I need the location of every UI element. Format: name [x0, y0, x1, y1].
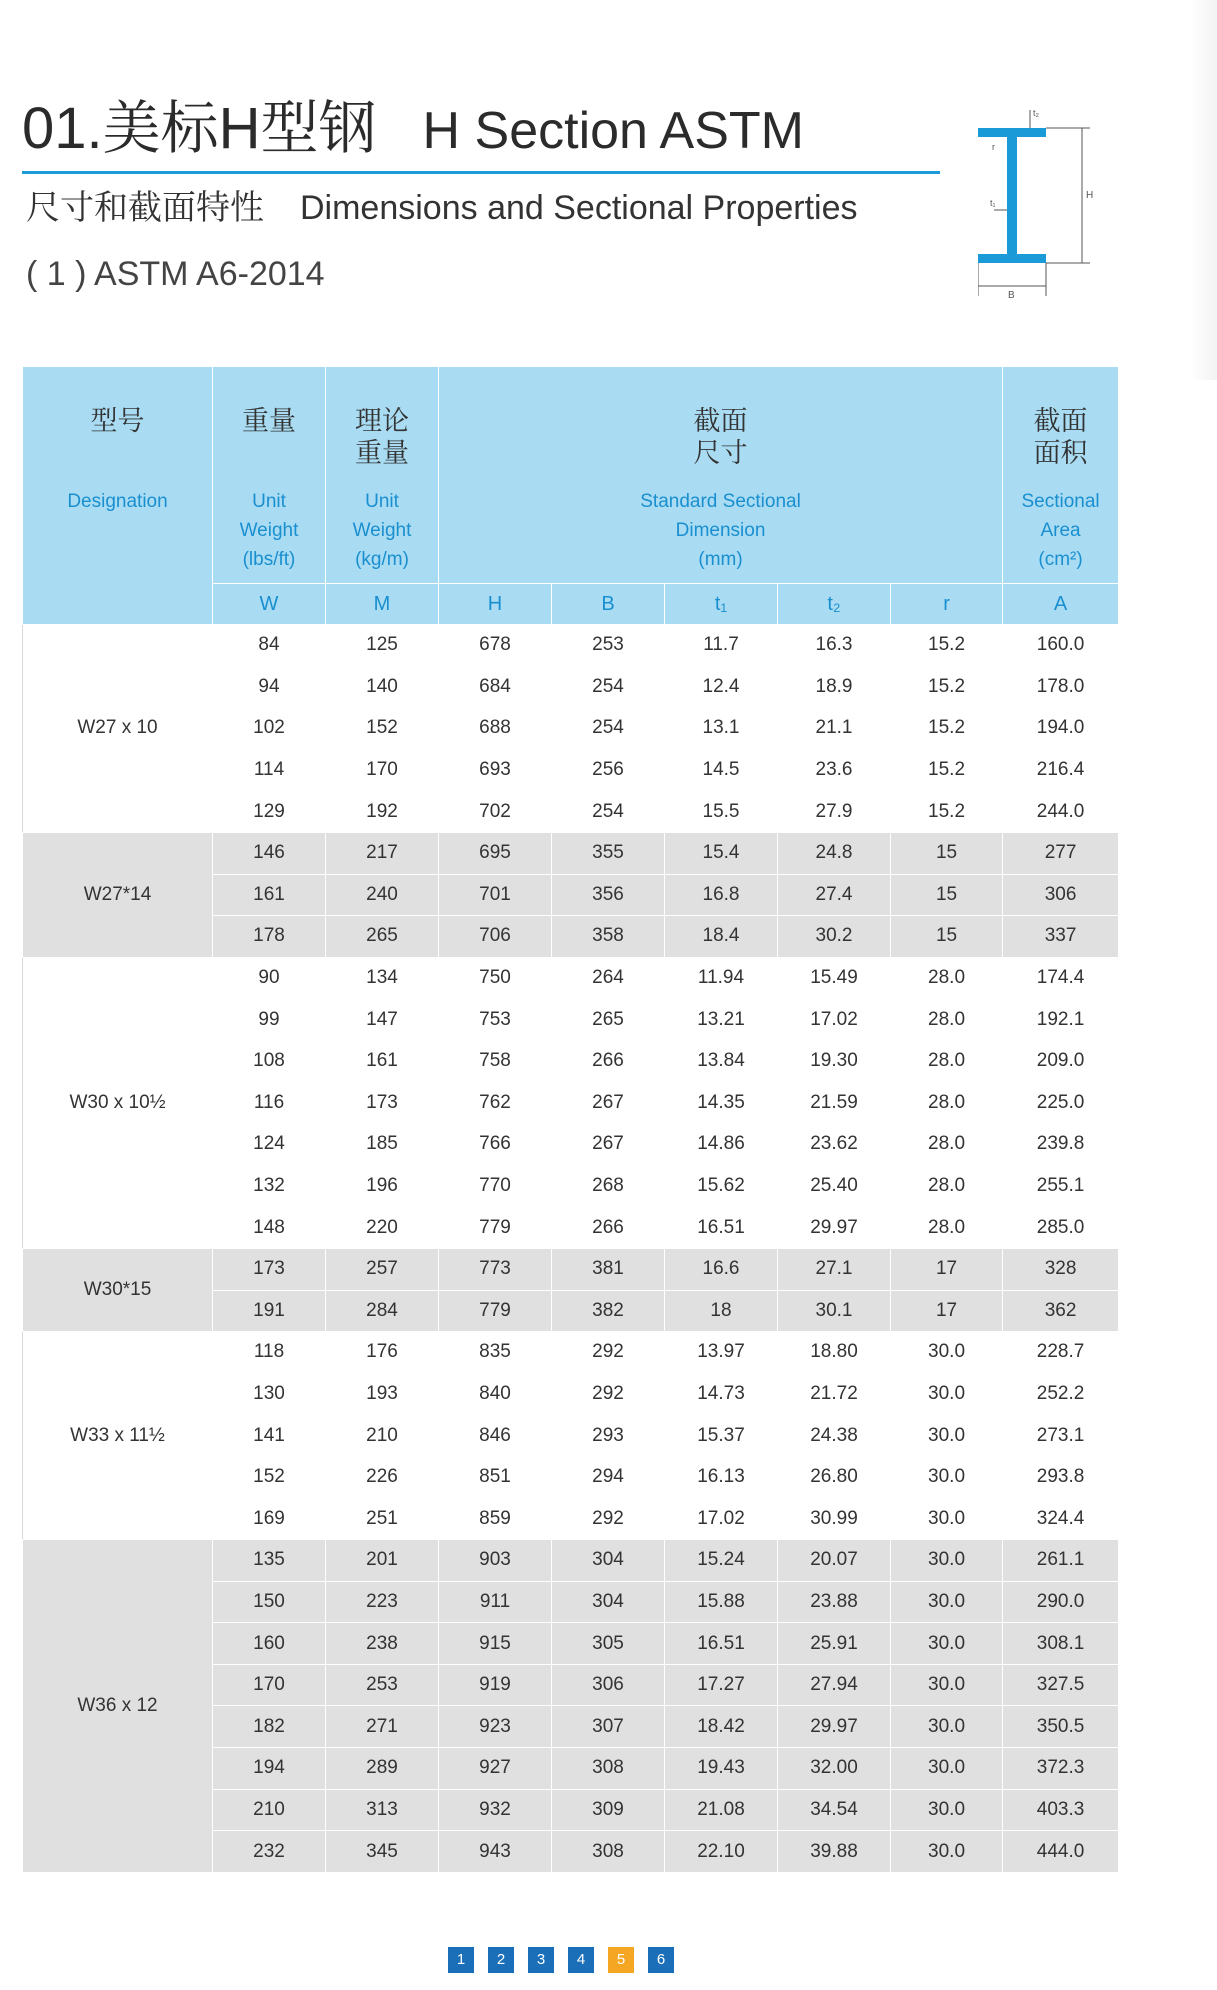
- table-cell: 29.97: [778, 1207, 891, 1249]
- table-cell: 15.2: [891, 749, 1003, 791]
- page-edge-shadow: [1190, 0, 1217, 380]
- table-cell: 859: [439, 1498, 552, 1540]
- table-cell: 30.0: [891, 1623, 1003, 1665]
- table-cell: 294: [552, 1456, 665, 1498]
- table-cell: 148: [213, 1207, 326, 1249]
- page-title: [22, 96, 804, 161]
- table-cell: 30.0: [891, 1540, 1003, 1582]
- table-cell: 220: [326, 1207, 439, 1249]
- table-cell: 381: [552, 1248, 665, 1290]
- table-cell: 21.1: [778, 708, 891, 750]
- table-cell: 108: [213, 1040, 326, 1082]
- table-cell: 30.0: [891, 1581, 1003, 1623]
- symbol-a: A: [1003, 584, 1119, 625]
- table-cell: 293: [552, 1415, 665, 1457]
- page-button-5[interactable]: 5: [608, 1947, 634, 1973]
- table-cell: 372.3: [1003, 1748, 1119, 1790]
- spec-table: [22, 366, 1119, 1873]
- table-cell: 178.0: [1003, 666, 1119, 708]
- symbol-h: H: [439, 584, 552, 625]
- table-cell: 124: [213, 1124, 326, 1166]
- table-cell: 226: [326, 1456, 439, 1498]
- table-cell: 24.8: [778, 832, 891, 874]
- table-cell: 134: [326, 957, 439, 999]
- table-cell: 292: [552, 1332, 665, 1374]
- table-cell: 34.54: [778, 1789, 891, 1831]
- table-cell: 15.62: [665, 1165, 778, 1207]
- table-cell: 266: [552, 1207, 665, 1249]
- table-cell: 15.2: [891, 791, 1003, 833]
- table-cell: 24.38: [778, 1415, 891, 1457]
- designation-group: [23, 832, 1119, 957]
- designation-group: [23, 1540, 1119, 1873]
- table-cell: 253: [326, 1664, 439, 1706]
- dim-h-label: H: [1086, 190, 1094, 201]
- table-cell: 13.21: [665, 999, 778, 1041]
- page-button-1[interactable]: 1: [448, 1947, 474, 1973]
- table-cell: 284: [326, 1290, 439, 1332]
- table-cell: 192.1: [1003, 999, 1119, 1041]
- table-cell: 15: [891, 874, 1003, 916]
- table-cell: 14.73: [665, 1373, 778, 1415]
- table-cell: 15.24: [665, 1540, 778, 1582]
- table-cell: 27.1: [778, 1248, 891, 1290]
- table-cell: 919: [439, 1664, 552, 1706]
- table-cell: 285.0: [1003, 1207, 1119, 1249]
- designation-group: [23, 957, 1119, 1248]
- standard-label: ( 1 ) ASTM A6-2014: [26, 255, 325, 293]
- table-cell: 15.2: [891, 625, 1003, 667]
- col-header-designation: 型号 Designation: [23, 367, 213, 625]
- col-header-area: 截面 面积 Sectional Area (cm²): [1003, 367, 1119, 584]
- title-underline: [22, 171, 940, 174]
- table-cell: 238: [326, 1623, 439, 1665]
- table-cell: 444.0: [1003, 1831, 1119, 1873]
- top-flange: [978, 128, 1046, 137]
- table-cell: 350.5: [1003, 1706, 1119, 1748]
- table-cell: 30.0: [891, 1706, 1003, 1748]
- web: [1007, 137, 1017, 254]
- table-cell: 16.13: [665, 1456, 778, 1498]
- title-en: H Section ASTM: [422, 102, 804, 160]
- table-cell: 835: [439, 1332, 552, 1374]
- table-cell: 927: [439, 1748, 552, 1790]
- table-cell: 19.43: [665, 1748, 778, 1790]
- table-cell: 324.4: [1003, 1498, 1119, 1540]
- table-cell: 15.49: [778, 957, 891, 999]
- table-cell: 84: [213, 625, 326, 667]
- table-cell: 194: [213, 1748, 326, 1790]
- table-cell: 684: [439, 666, 552, 708]
- table-cell: 256: [552, 749, 665, 791]
- table-cell: 129: [213, 791, 326, 833]
- table-cell: 306: [1003, 874, 1119, 916]
- table-cell: 15: [891, 916, 1003, 958]
- table-cell: 150: [213, 1581, 326, 1623]
- table-cell: 911: [439, 1581, 552, 1623]
- table-cell: 118: [213, 1332, 326, 1374]
- bottom-flange: [978, 254, 1046, 263]
- table-cell: 25.40: [778, 1165, 891, 1207]
- table-cell: 313: [326, 1789, 439, 1831]
- table-cell: 13.97: [665, 1332, 778, 1374]
- table-cell: 192: [326, 791, 439, 833]
- table-cell: 306: [552, 1664, 665, 1706]
- symbol-m: M: [326, 584, 439, 625]
- designation-cell: W27*14: [23, 832, 213, 957]
- table-cell: 358: [552, 916, 665, 958]
- table-cell: 125: [326, 625, 439, 667]
- table-cell: 308.1: [1003, 1623, 1119, 1665]
- table-cell: 688: [439, 708, 552, 750]
- designation-cell: W36 x 12: [23, 1540, 213, 1873]
- table-cell: 706: [439, 916, 552, 958]
- table-cell: 261.1: [1003, 1540, 1119, 1582]
- table-row: [23, 1540, 1119, 1582]
- table-cell: 766: [439, 1124, 552, 1166]
- table-cell: 846: [439, 1415, 552, 1457]
- table-cell: 27.9: [778, 791, 891, 833]
- table-cell: 16.6: [665, 1248, 778, 1290]
- table-cell: 307: [552, 1706, 665, 1748]
- table-cell: 13.84: [665, 1040, 778, 1082]
- table-cell: 273.1: [1003, 1415, 1119, 1457]
- table-cell: 28.0: [891, 1165, 1003, 1207]
- designation-cell: W33 x 11½: [23, 1332, 213, 1540]
- page-button-2[interactable]: 2: [488, 1947, 514, 1973]
- table-cell: 30.0: [891, 1831, 1003, 1873]
- symbol-t1: t₁: [665, 584, 778, 625]
- table-cell: 923: [439, 1706, 552, 1748]
- table-cell: 265: [326, 916, 439, 958]
- table-cell: 240: [326, 874, 439, 916]
- table-cell: 271: [326, 1706, 439, 1748]
- table-cell: 254: [552, 666, 665, 708]
- table-cell: 16.3: [778, 625, 891, 667]
- table-cell: 840: [439, 1373, 552, 1415]
- symbol-r: r: [891, 584, 1003, 625]
- table-cell: 268: [552, 1165, 665, 1207]
- table-cell: 289: [326, 1748, 439, 1790]
- table-cell: 15.88: [665, 1581, 778, 1623]
- symbol-w: W: [213, 584, 326, 625]
- page-button-3[interactable]: 3: [528, 1947, 554, 1973]
- table-cell: 16.8: [665, 874, 778, 916]
- table-row: [23, 832, 1119, 874]
- table-cell: 15.4: [665, 832, 778, 874]
- table-cell: 147: [326, 999, 439, 1041]
- table-cell: 39.88: [778, 1831, 891, 1873]
- table-cell: 30.0: [891, 1415, 1003, 1457]
- table-cell: 116: [213, 1082, 326, 1124]
- table-cell: 11.94: [665, 957, 778, 999]
- table-cell: 25.91: [778, 1623, 891, 1665]
- table-cell: 18: [665, 1290, 778, 1332]
- table-cell: 182: [213, 1706, 326, 1748]
- col-header-unit-weight: 重量 Unit Weight (lbs/ft): [213, 367, 326, 584]
- table-cell: 943: [439, 1831, 552, 1873]
- table-row: [23, 1332, 1119, 1374]
- table-cell: 304: [552, 1540, 665, 1582]
- table-cell: 232: [213, 1831, 326, 1873]
- table-cell: 132: [213, 1165, 326, 1207]
- table-cell: 851: [439, 1456, 552, 1498]
- table-cell: 28.0: [891, 1082, 1003, 1124]
- table-cell: 773: [439, 1248, 552, 1290]
- table-cell: 32.00: [778, 1748, 891, 1790]
- table-cell: 356: [552, 874, 665, 916]
- table-cell: 21.08: [665, 1789, 778, 1831]
- table-cell: 18.4: [665, 916, 778, 958]
- table-cell: 15.37: [665, 1415, 778, 1457]
- table-cell: 762: [439, 1082, 552, 1124]
- table-cell: 309: [552, 1789, 665, 1831]
- table-cell: 17.27: [665, 1664, 778, 1706]
- table-row: [23, 957, 1119, 999]
- table-cell: 12.4: [665, 666, 778, 708]
- table-cell: 28.0: [891, 1040, 1003, 1082]
- table-cell: 28.0: [891, 957, 1003, 999]
- table-cell: 753: [439, 999, 552, 1041]
- table-cell: 30.0: [891, 1456, 1003, 1498]
- table-cell: 228.7: [1003, 1332, 1119, 1374]
- table-cell: 217: [326, 832, 439, 874]
- table-cell: 252.2: [1003, 1373, 1119, 1415]
- table-cell: 14.5: [665, 749, 778, 791]
- table-cell: 29.97: [778, 1706, 891, 1748]
- table-cell: 161: [326, 1040, 439, 1082]
- table-cell: 161: [213, 874, 326, 916]
- table-cell: 750: [439, 957, 552, 999]
- symbol-b: B: [552, 584, 665, 625]
- table-cell: 146: [213, 832, 326, 874]
- table-cell: 141: [213, 1415, 326, 1457]
- table-row: [23, 1248, 1119, 1290]
- table-cell: 18.42: [665, 1706, 778, 1748]
- table-cell: 23.6: [778, 749, 891, 791]
- page-button-4[interactable]: 4: [568, 1947, 594, 1973]
- table-cell: 915: [439, 1623, 552, 1665]
- dim-r-label: r: [992, 142, 995, 152]
- table-cell: 30.0: [891, 1332, 1003, 1374]
- table-cell: 290.0: [1003, 1581, 1119, 1623]
- title-cn: 01.美标H型钢: [22, 96, 377, 161]
- table-cell: 21.72: [778, 1373, 891, 1415]
- table-cell: 254: [552, 791, 665, 833]
- table-cell: 30.2: [778, 916, 891, 958]
- table-cell: 293.8: [1003, 1456, 1119, 1498]
- dim-b-label: B: [1008, 290, 1015, 300]
- table-cell: 264: [552, 957, 665, 999]
- table-cell: 693: [439, 749, 552, 791]
- table-cell: 99: [213, 999, 326, 1041]
- page-button-6[interactable]: 6: [648, 1947, 674, 1973]
- table-cell: 216.4: [1003, 749, 1119, 791]
- table-cell: 209.0: [1003, 1040, 1119, 1082]
- table-cell: 160.0: [1003, 625, 1119, 667]
- table-cell: 14.35: [665, 1082, 778, 1124]
- table-cell: 94: [213, 666, 326, 708]
- table-cell: 173: [213, 1248, 326, 1290]
- page-subtitle: [26, 190, 858, 227]
- designation-cell: W30 x 10½: [23, 957, 213, 1248]
- table-cell: 30.0: [891, 1664, 1003, 1706]
- table-cell: 210: [213, 1789, 326, 1831]
- table-cell: 18.80: [778, 1332, 891, 1374]
- table-cell: 169: [213, 1498, 326, 1540]
- pagination: [448, 1947, 674, 1973]
- table-cell: 362: [1003, 1290, 1119, 1332]
- table-cell: 170: [326, 749, 439, 791]
- table-cell: 678: [439, 625, 552, 667]
- table-cell: 26.80: [778, 1456, 891, 1498]
- subtitle-cn: 尺寸和截面特性: [26, 189, 264, 227]
- table-cell: 16.51: [665, 1207, 778, 1249]
- table-cell: 244.0: [1003, 791, 1119, 833]
- table-cell: 152: [326, 708, 439, 750]
- subtitle-en: Dimensions and Sectional Properties: [300, 189, 858, 227]
- table-cell: 176: [326, 1332, 439, 1374]
- table-cell: 14.86: [665, 1124, 778, 1166]
- table-cell: 30.1: [778, 1290, 891, 1332]
- table-cell: 277: [1003, 832, 1119, 874]
- table-cell: 345: [326, 1831, 439, 1873]
- table-cell: 267: [552, 1124, 665, 1166]
- table-cell: 140: [326, 666, 439, 708]
- table-cell: 173: [326, 1082, 439, 1124]
- table-cell: 27.94: [778, 1664, 891, 1706]
- table-cell: 17: [891, 1248, 1003, 1290]
- table-cell: 355: [552, 832, 665, 874]
- table-cell: 305: [552, 1623, 665, 1665]
- symbol-t2: t₂: [778, 584, 891, 625]
- table-cell: 210: [326, 1415, 439, 1457]
- table-cell: 19.30: [778, 1040, 891, 1082]
- table-cell: 174.4: [1003, 957, 1119, 999]
- table-cell: 903: [439, 1540, 552, 1582]
- table-cell: 28.0: [891, 1207, 1003, 1249]
- table-cell: 695: [439, 832, 552, 874]
- table-cell: 185: [326, 1124, 439, 1166]
- col-header-theoretical-weight: 理论 重量 Unit Weight (kg/m): [326, 367, 439, 584]
- table-cell: 251: [326, 1498, 439, 1540]
- table-cell: 18.9: [778, 666, 891, 708]
- table-cell: 193: [326, 1373, 439, 1415]
- table-cell: 102: [213, 708, 326, 750]
- table-cell: 328: [1003, 1248, 1119, 1290]
- table-cell: 160: [213, 1623, 326, 1665]
- table-cell: 770: [439, 1165, 552, 1207]
- table-cell: 701: [439, 874, 552, 916]
- table-cell: 17.02: [665, 1498, 778, 1540]
- table-cell: 17: [891, 1290, 1003, 1332]
- table-cell: 30.0: [891, 1373, 1003, 1415]
- table-cell: 239.8: [1003, 1124, 1119, 1166]
- col-header-dimension: 截面 尺寸 Standard Sectional Dimension (mm): [439, 367, 1003, 584]
- table-cell: 201: [326, 1540, 439, 1582]
- table-cell: 15: [891, 832, 1003, 874]
- table-cell: 267: [552, 1082, 665, 1124]
- table-cell: 382: [552, 1290, 665, 1332]
- table-cell: 28.0: [891, 999, 1003, 1041]
- table-cell: 20.07: [778, 1540, 891, 1582]
- table-cell: 13.1: [665, 708, 778, 750]
- dim-t1-label: t₁: [990, 198, 996, 208]
- table-cell: 11.7: [665, 625, 778, 667]
- table-cell: 30.0: [891, 1748, 1003, 1790]
- table-cell: 779: [439, 1207, 552, 1249]
- table-cell: 21.59: [778, 1082, 891, 1124]
- table-cell: 292: [552, 1498, 665, 1540]
- table-cell: 308: [552, 1831, 665, 1873]
- table-cell: 932: [439, 1789, 552, 1831]
- table-cell: 16.51: [665, 1623, 778, 1665]
- table-cell: 254: [552, 708, 665, 750]
- table-cell: 28.0: [891, 1124, 1003, 1166]
- table-cell: 152: [213, 1456, 326, 1498]
- table-cell: 23.62: [778, 1124, 891, 1166]
- table-cell: 403.3: [1003, 1789, 1119, 1831]
- h-section-diagram: [978, 100, 1128, 300]
- table-cell: 191: [213, 1290, 326, 1332]
- table-cell: 308: [552, 1748, 665, 1790]
- table-cell: 225.0: [1003, 1082, 1119, 1124]
- table-cell: 265: [552, 999, 665, 1041]
- table-cell: 17.02: [778, 999, 891, 1041]
- table-cell: 30.99: [778, 1498, 891, 1540]
- dim-t2-label: t₂: [1033, 108, 1039, 118]
- table-cell: 130: [213, 1373, 326, 1415]
- table-cell: 30.0: [891, 1789, 1003, 1831]
- table-cell: 779: [439, 1290, 552, 1332]
- table-cell: 257: [326, 1248, 439, 1290]
- table-cell: 15.2: [891, 708, 1003, 750]
- table-cell: 90: [213, 957, 326, 999]
- designation-cell: W27 x 10: [23, 625, 213, 833]
- table-cell: 266: [552, 1040, 665, 1082]
- table-cell: 253: [552, 625, 665, 667]
- table-cell: 255.1: [1003, 1165, 1119, 1207]
- table-cell: 15.5: [665, 791, 778, 833]
- table-cell: 196: [326, 1165, 439, 1207]
- table-cell: 337: [1003, 916, 1119, 958]
- table-cell: 135: [213, 1540, 326, 1582]
- table-cell: 22.10: [665, 1831, 778, 1873]
- designation-group: [23, 625, 1119, 833]
- table-cell: 702: [439, 791, 552, 833]
- designation-cell: W30*15: [23, 1248, 213, 1331]
- table-cell: 15.2: [891, 666, 1003, 708]
- table-row: [23, 625, 1119, 667]
- table-cell: 23.88: [778, 1581, 891, 1623]
- table-cell: 114: [213, 749, 326, 791]
- table-cell: 30.0: [891, 1498, 1003, 1540]
- table-cell: 194.0: [1003, 708, 1119, 750]
- designation-group: [23, 1248, 1119, 1331]
- table-cell: 327.5: [1003, 1664, 1119, 1706]
- designation-group: [23, 1332, 1119, 1540]
- table-cell: 27.4: [778, 874, 891, 916]
- table-cell: 292: [552, 1373, 665, 1415]
- table-cell: 304: [552, 1581, 665, 1623]
- table-cell: 178: [213, 916, 326, 958]
- table-cell: 223: [326, 1581, 439, 1623]
- table-cell: 170: [213, 1664, 326, 1706]
- table-cell: 758: [439, 1040, 552, 1082]
